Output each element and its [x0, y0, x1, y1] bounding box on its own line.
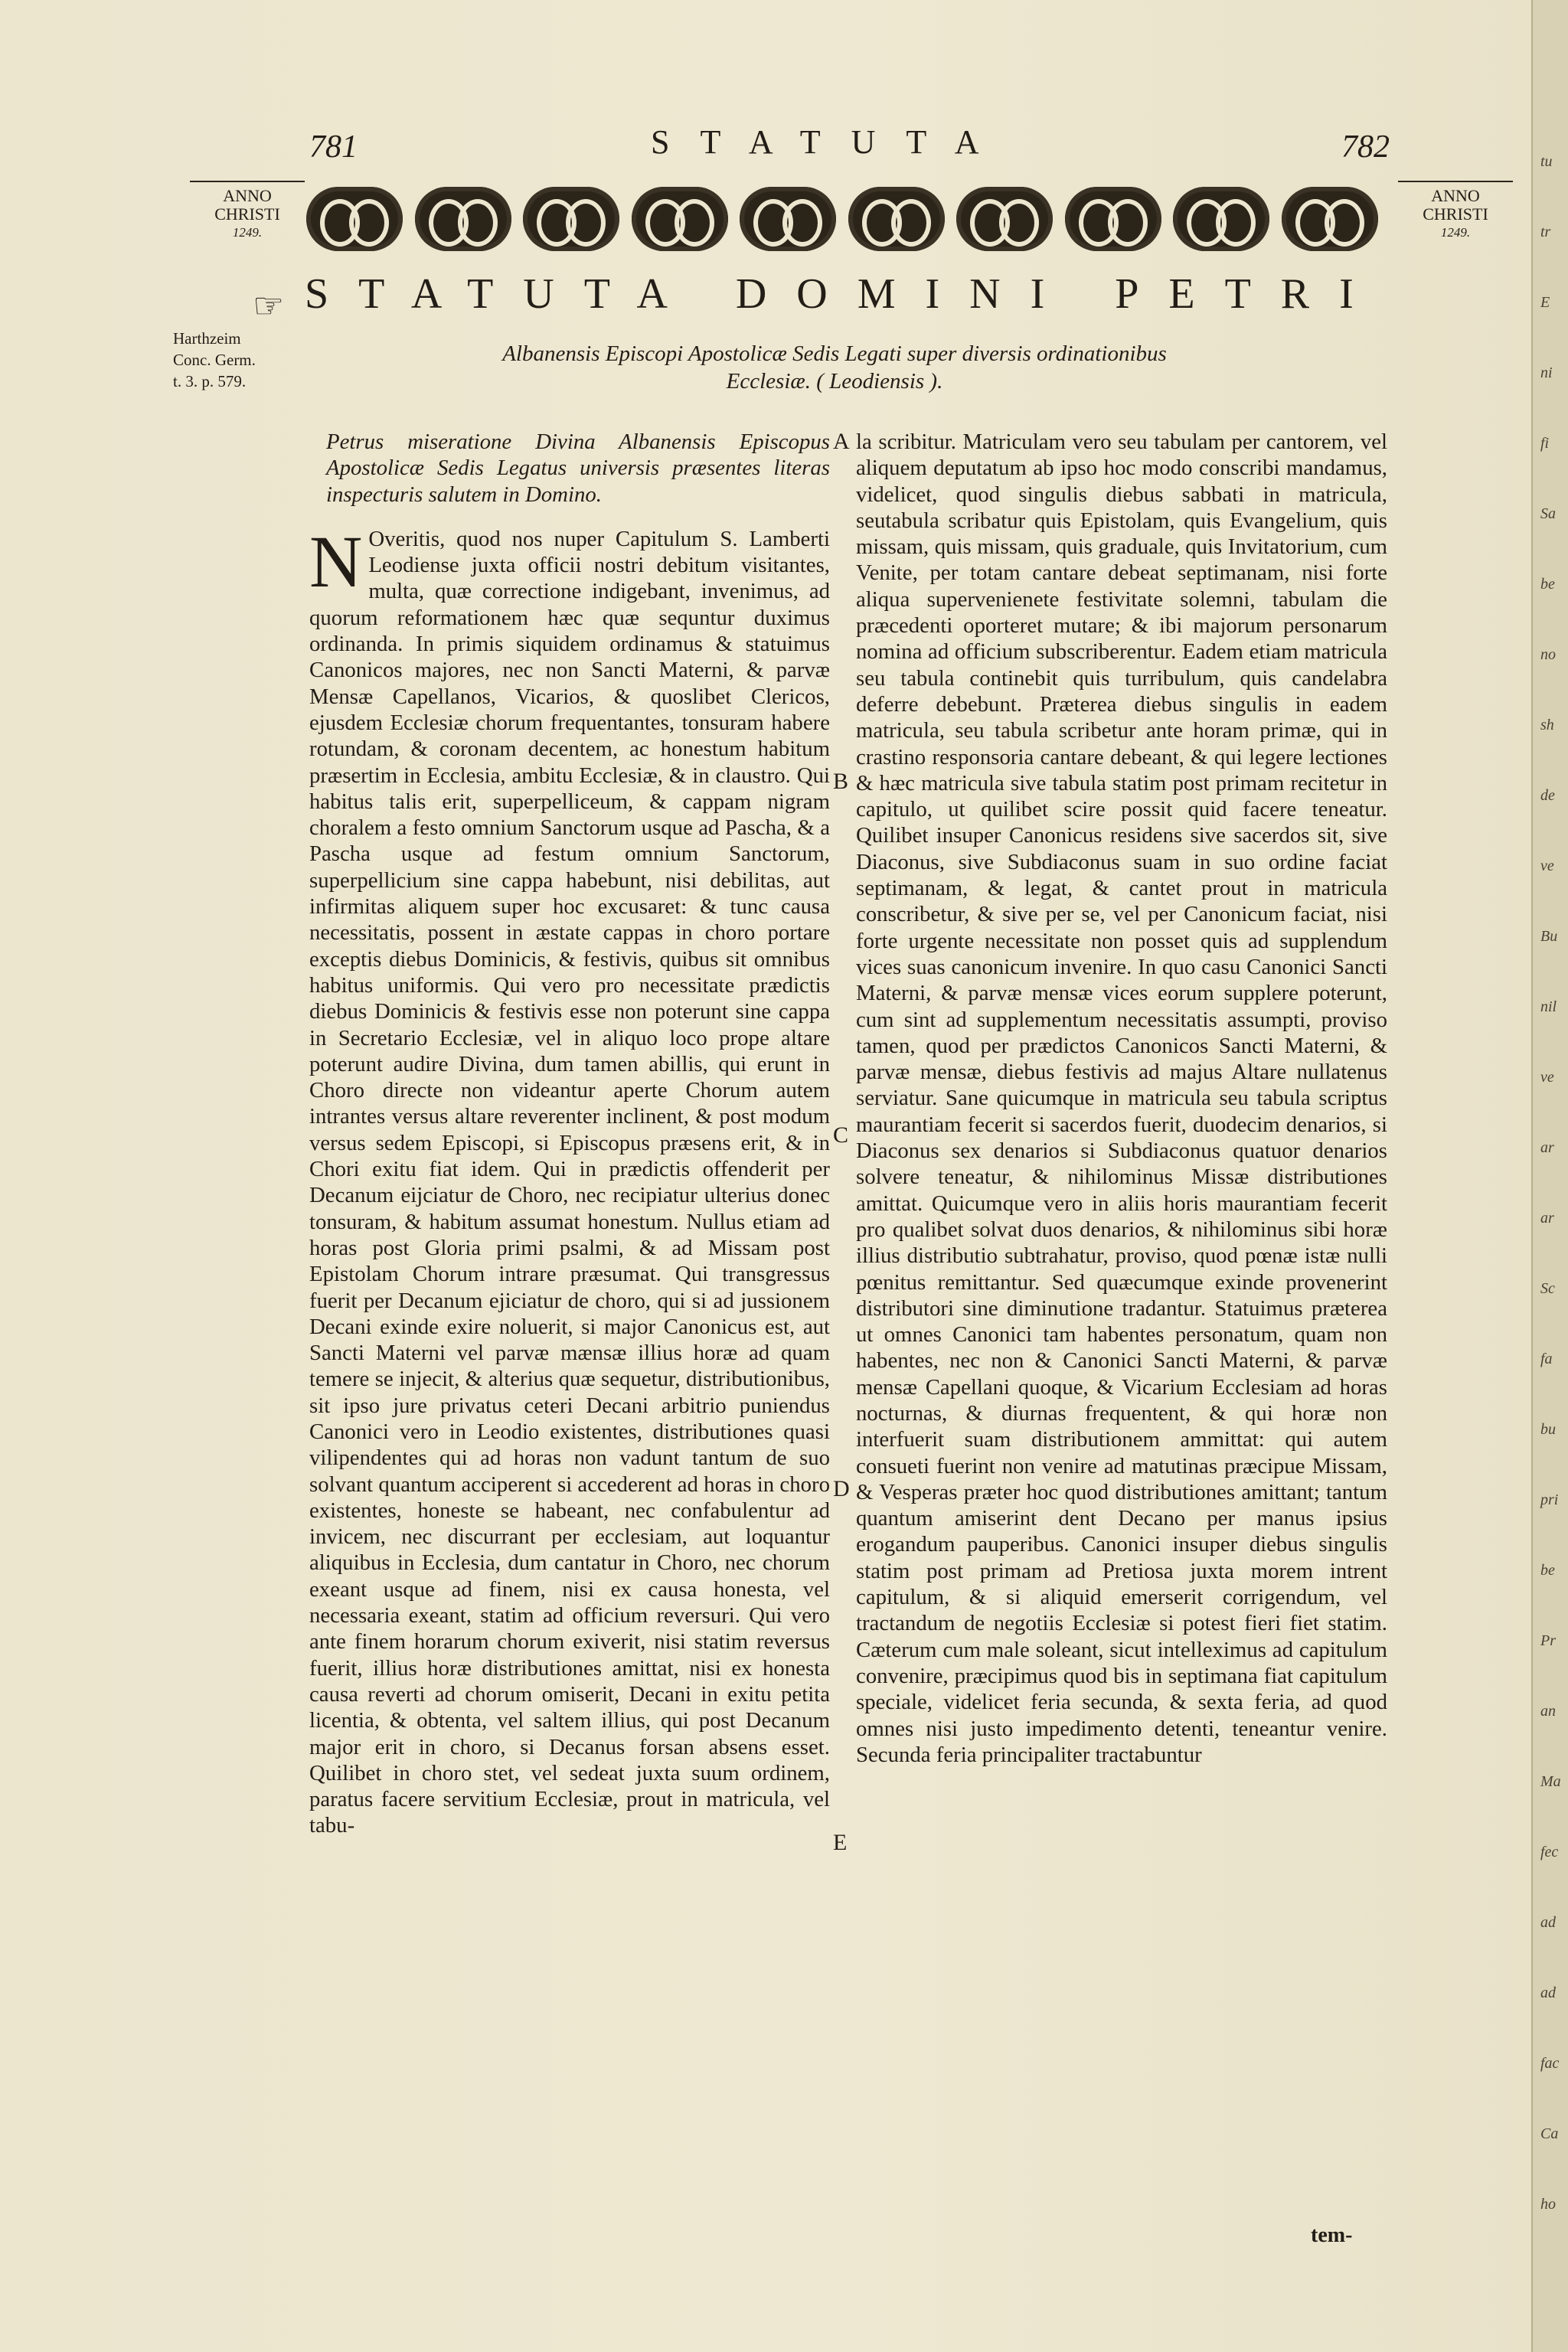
year-label: 1249.: [232, 225, 263, 240]
adjacent-page-fragment: ve: [1540, 858, 1554, 874]
catchword: tem-: [1311, 2223, 1353, 2247]
adjacent-page-fragment: fac: [1540, 2055, 1560, 2072]
body-text: Overitis, quod nos nuper Capitulum S. Lamberti Leodiense juxta officii nostri debitum visitantes, multa, quæ correctione indigebant, invenimus, ad quorum reformationem hæc quæ sequntur duximus ordinanda. In primis siquidem ordinamus & statuimus Canonicos majores, nec non Sancti Materni, & parvæ Mensæ Capellanos, Vicarios, & quoslibet Clericos, ejusdem Ecclesiæ chorum frequentantes, tonsuram habere rotundam, & coronam decentem, ac honestum habitum præsertim in Ecclesia, ambitu Ecclesiæ, & in claustro. Qui habitus talis erit, superpelliceum, & cappam nigram choralem a festo omnium Sanctorum usque ad Pascha, & a Pascha usque ad festum omnium Sanctorum, superpellicium sine cappa habebunt, nisi debilitas, aut infirmitas aliquem super hoc excusaret: & tunc causa necessitatis, possent in æstate cappas in choro portare exceptis diebus Dominicis, & festivis, quibus sit omnibus habitus uniformis. Qui vero pro necessitate prædictis diebus Dominicis & festivis esse non poterunt sine cappa in Secretario Ecclesiæ, vel in aliquo loco prope altare poterunt audire Divina, dum tamen abillis, qui erunt in Choro directe non videantur aperte Chorum autem intrantes versus altare reverenter inclinent, & post modum versus sedem Episcopi, si Episcopus præsens erit, & in Chori exitu fiat idem. Qui in prædictis offenderit per Decanum eijciatur de Choro, nec recipiatur ulterius donec tonsuram, & habitum assumat honestum. Nullus etiam ad horas post Gloria primi psalmi, & ad Missam post Epistolam Chorum intrare præsumat. Qui transgressus fuerit per Decanum ejiciatur de choro, qui si ad jussionem Decani exinde exire noluerit, si major Canonicus est, aut Sancti Materni vel parvæ mænsæ illius horæ ad quam temere se injecit, & alterius quæ sequetur, distributionibus, sit ipso jure privatus ceteri Decani arbitrio puniendus Canonici vero in Leodio existentes, distributiones quasi vilipendentes qui ad horas non vadunt tantum de suo solvant quantum acciperent si accederent ad horas in choro existentes, honeste se habeant, nec confabulentur ad invicem, nec discurrant per ecclesiam, aut loquantur aliquibus in Ecclesia, dum cantatur in Choro, nec chorum exeant usque ad finem, nisi ex causa honesta, vel necessaria exeant, statim ad officium reversuri. Qui vero ante finem horarum chorum exiverit, nisi statim reversus fuerit, illius horæ distributiones amittat, nisi ex honesta causa reverti ad chorum omiserit, Decani in exitu petita licentia, & obtenta, vel saltem illius, qui post Decanum major erit in choro, si Decanus forsan absens esset. Quilibet in choro stet, vel sedeat juxta suum ordinem, paratus facere servitium Ecclesiæ, prout in matricula, vel tabu-: [309, 526, 830, 1838]
adjacent-page-fragment: Ma: [1540, 1773, 1561, 1790]
christi-label: CHRISTI: [214, 204, 280, 224]
margin-year-left: [190, 181, 305, 242]
ornament-icon: [956, 187, 1053, 251]
ornamental-band: [306, 187, 1378, 256]
section-marker-b: B: [833, 769, 849, 794]
adjacent-page-fragment: nil: [1540, 998, 1557, 1015]
margin-year-right: [1398, 181, 1513, 242]
ornament-icon: [1065, 187, 1161, 251]
adjacent-page-fragment: bu: [1540, 1421, 1556, 1438]
adjacent-page-fragment: ni: [1540, 364, 1553, 381]
adjacent-page-fragment: fi: [1540, 435, 1550, 452]
drop-capital: N: [309, 520, 363, 603]
adjacent-page-fragment: be: [1540, 1562, 1555, 1579]
citation-line: t. 3. p. 579.: [173, 372, 247, 390]
adjacent-page-edge: [1531, 0, 1568, 2352]
page-number-left: 781: [309, 129, 358, 165]
citation-line: Conc. Germ.: [173, 351, 256, 369]
adjacent-page-fragment: ar: [1540, 1210, 1554, 1227]
adjacent-page-fragment: tr: [1540, 224, 1551, 240]
adjacent-page-fragment: ve: [1540, 1069, 1554, 1086]
section-marker-d: D: [833, 1476, 850, 1501]
adjacent-page-fragment: Ca: [1540, 2125, 1559, 2142]
adjacent-page-fragment: Sc: [1540, 1280, 1555, 1297]
adjacent-page-fragment: Pr: [1540, 1632, 1556, 1649]
ornament-icon: [1282, 187, 1378, 251]
adjacent-page-fragment: Bu: [1540, 928, 1558, 945]
section-marker-c: C: [833, 1122, 849, 1148]
section-marker-a: A: [833, 429, 850, 454]
ornament-icon: [632, 187, 728, 251]
left-text-column: [309, 429, 830, 1839]
subtitle-line: Albanensis Episcopi Apostolicæ Sedis Legati super diversis ordinationibus: [502, 341, 1167, 366]
adjacent-page-fragment: de: [1540, 787, 1555, 804]
document-subtitle: [398, 340, 1271, 395]
adjacent-page-fragment: sh: [1540, 717, 1554, 733]
ornament-icon: [1173, 187, 1269, 251]
adjacent-page-fragment: ad: [1540, 1914, 1556, 1931]
ornament-icon: [848, 187, 945, 251]
right-text-column: [856, 429, 1387, 1768]
section-marker-e: E: [833, 1830, 848, 1855]
adjacent-page-fragment: fec: [1540, 1844, 1559, 1860]
adjacent-page-fragment: Sa: [1540, 505, 1556, 522]
adjacent-page-fragment: pri: [1540, 1491, 1559, 1508]
body-text: la scribitur. Matriculam vero seu tabulam per cantorem, vel aliquem deputatum ab ipso hoc modo conscribi mandamus, videlicet, quod singulis diebus sabbati in matricula, seutabula scribatur quis Epistolam, quis Evangelium, quis missam, quis missam, quis graduale, quis Invitatorium, cum Venite, per totam cantare debeat septimanam, nisi forte aliqua supervenienete festivitate solemni, tabulam die præcedenti oporteret mutare; & ibi majorum personarum nomina ad officium subscriberentur. Eadem etiam matricula seu tabula continebit quis turribulum, quis candelabra deferre debebunt. Præterea diebus singulis in eadem matricula, seu tabula scribetur ante horam primæ, qui in crastino responsoria cantare debeant, & qui legere lectiones & hæc matricula sive tabula statim post primam recitetur in capitulo, ut quilibet scire possit quid facere teneatur. Quilibet insuper Canonicus residens sive sacerdos sit, sive Diaconus, sive Subdiaconus suam in suo ordine faciat septimanam, & legat, & cantet prout in matricula conscribetur, & sive per se, vel per Canonicum faciat, nisi forte urgente necessitate non posset quis ad supplendum vices suas canonicum invenire. In quo casu Canonici Sancti Materni, & parvæ mensæ vices eorum supplere poterunt, cum sint ad supplementum necessitatis assumpti, proviso tamen, quod per prædictos Canonicos Sancti Materni, & parvæ mensæ, diebus festivis ad majus Altare nullatenus serviatur. Sane quicumque in matricula seu tabula scriptus maurantiam fecerit si sacerdos fuerit, duodecim denarios, si Diaconus sex denarios si Subdiaconus quatuor denarios solvere teneatur, & nihilominus Missæ distributiones amittat. Quicumque vero in aliis horis maurantiam fecerit pro qualibet solvat duos denarios, & nihilominus sibi horæ illius distributio subtrahatur, proviso, quod pœnæ istæ nulli pœnitus remittantur. Sed quæcumque exinde provenerint distributori sine diminutione tradantur. Statuimus præterea ut omnes Canonici tam habentes personatum, quam non habentes, nec non & Canonici Sancti Materni, & parvæ mensæ Capellani quoque, & Vicarium Ecclesiam ad horas nocturnas, & diurnas frequentent, & qui horæ non interfuerit suam distributionem ammittat: qui autem consueti fuerint non venire ad matutinas præcipue Missam, & Vesperas præter hoc quod distributiones amittant; tantum quantum amiserint dent Decano per manus ipsius erogandum pauperibus. Canonici insuper diebus singulis statim post primam ad Pretiosa juxta morem intrent capitulum, & si aliquid emerserit corrigendum, vel tractandum de negotiis Ecclesiæ si potest fieri fiet statim. Cæterum cum male soleant, sicut intelleximus ad capitulum convenire, præcipimus quod bis in septimana fiat capitulum speciale, videlicet feria secunda, & sexta feria, ad quod omnes nisi justo impedimento detenti, teneantur venire. Secunda feria principaliter tractabuntur: [856, 430, 1387, 1767]
running-title: STATUTA: [651, 123, 1010, 161]
citation-line: Harthzeim: [173, 329, 241, 348]
salutation: Petrus miseratione Divina Albanensis Episcopus Apostolicæ Sedis Legatus universis præsentes literas inspecturis salutem in Domino.: [326, 430, 830, 507]
adjacent-page-fragment: tu: [1540, 153, 1553, 170]
adjacent-page-fragment: no: [1540, 646, 1556, 663]
ornament-icon: [415, 187, 511, 251]
pointing-hand-icon: ☞: [253, 286, 285, 325]
subtitle-line: Ecclesiæ. ( Leodiensis ).: [726, 369, 943, 394]
ornament-icon: [740, 187, 836, 251]
anno-label: ANNO: [223, 186, 272, 205]
adjacent-page-fragment: ad: [1540, 1984, 1556, 2001]
anno-label: ANNO: [1431, 186, 1480, 205]
margin-rule: [1398, 181, 1513, 182]
document-heading: STATUTA DOMINI PETRI: [305, 270, 1383, 318]
margin-citation: [173, 328, 256, 392]
adjacent-page-fragment: ar: [1540, 1139, 1554, 1156]
adjacent-page-fragment: an: [1540, 1703, 1556, 1720]
christi-label: CHRISTI: [1423, 204, 1488, 224]
ornament-icon: [523, 187, 619, 251]
adjacent-page-fragment: E: [1540, 294, 1550, 311]
page-number-right: 782: [1341, 129, 1390, 165]
adjacent-page-fragment: ho: [1540, 2196, 1556, 2213]
adjacent-page-fragment: fa: [1540, 1351, 1553, 1367]
adjacent-page-fragment: be: [1540, 576, 1555, 593]
ornament-icon: [306, 187, 403, 251]
margin-rule: [190, 181, 305, 182]
year-label: 1249.: [1440, 225, 1471, 240]
